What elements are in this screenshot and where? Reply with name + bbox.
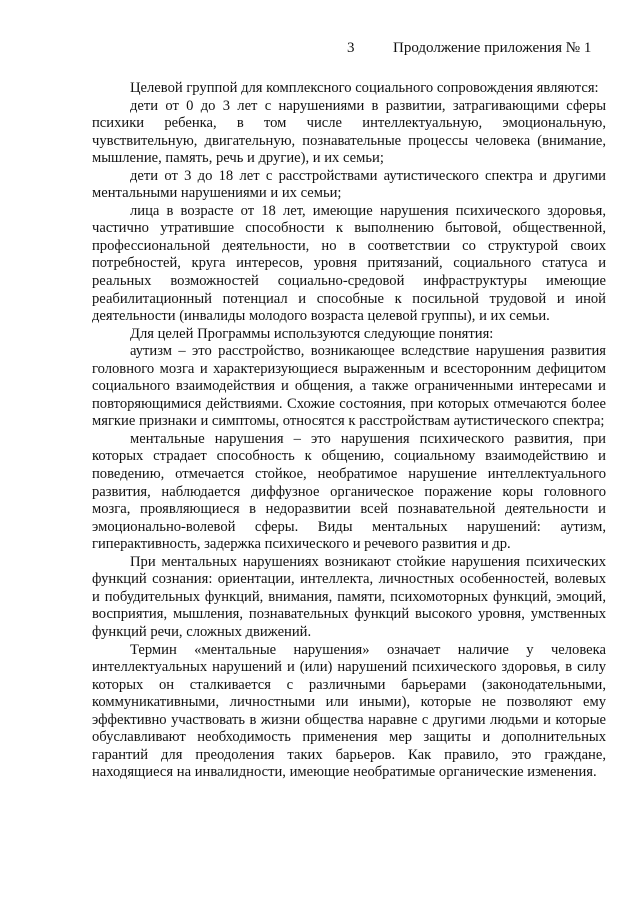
- page-number: 3: [347, 40, 355, 56]
- paragraph-term-meaning: Термин «ментальные нарушения» означает наличие у человека интеллектуальных нарушений и (или) нарушений психического здоровья, в силу которых он сталкивается с различными барьерами (законодательными, коммуникативными, личностными или иными), которые не позволяют ему эффективно участвовать в жизни общества наравне с другими людьми и которые обуславливают необходимость применения мер защиты и дополнительных гарантий для преодоления таких барьеров. Как правило, это граждане, находящиеся на инвалидности, имеющие необратимые органические изменения.: [92, 641, 606, 781]
- paragraph-mental-disorders-definition: ментальные нарушения – это нарушения психического развития, при которых страдает способность к общению, социальному взаимодействию и поведению, отмечается стойкое, необратимое нарушение интеллектуального развития, наблюдается диффузное органическое поражение коры головного мозга, проявляющиеся в недоразвитии всей познавательной деятельности и эмоционально-волевой сферы. Виды ментальных нарушений: аутизм, гиперактивность, задержка психического и речевого развития и др.: [92, 430, 606, 553]
- running-title: Продолжение приложения № 1: [393, 40, 592, 56]
- paragraph-children-3-18: дети от 3 до 18 лет с расстройствами аутистического спектра и другими ментальными нарушениями и их семьи;: [92, 167, 606, 202]
- paragraph-adults-18: лица в возрасте от 18 лет, имеющие нарушения психического здоровья, частично утратившие способности к выполнению бытовой, общественной, профессиональной деятельности, но в соответствии со структурой своих потребностей, круга интересов, уровня притязаний, социального статуса и реальных возможностей социально-средовой инфраструктуры имеющие реабилитационный потенциал и способные к посильной трудовой и иной деятельности (инвалиды молодого возраста целевой группы), и их семьи.: [92, 202, 606, 325]
- paragraph-target-group: Целевой группой для комплексного социального сопровождения являются:: [130, 80, 599, 96]
- paragraph-mental-functions: При ментальных нарушениях возникают стойкие нарушения психических функций сознания: ориентации, интеллекта, личностных особенностей, волевых и побудительных функций, внимания, памяти, психомоторных функций, эмоций, восприятия, мышления, познавательных функций высокого уровня, умственных функций речи, сложных движений.: [92, 553, 606, 640]
- paragraph-autism-definition: аутизм – это расстройство, возникающее вследствие нарушения развития головного мозга и характеризующиеся выраженным и всесторонним дефицитом социального взаимодействия и общения, а также ограниченными интересами и повторяющимися действиями. Схожие состояния, при которых отмечаются более мягкие признаки и симптомы, относятся к расстройствам аутистического спектра;: [92, 343, 606, 430]
- paragraph-definitions-intro: Для целей Программы используются следующие понятия:: [130, 325, 494, 342]
- paragraph-children-0-3: дети от 0 до 3 лет с нарушениями в развитии, затрагивающими сферы психики ребенка, в том числе интеллектуальную, эмоциональную, чувствительную, двигательную, познавательные процессы человека (внимание, мышление, память, речь и другие), и их семьи;: [92, 97, 606, 167]
- page-header: [0, 40, 640, 60]
- document-body: [92, 80, 606, 782]
